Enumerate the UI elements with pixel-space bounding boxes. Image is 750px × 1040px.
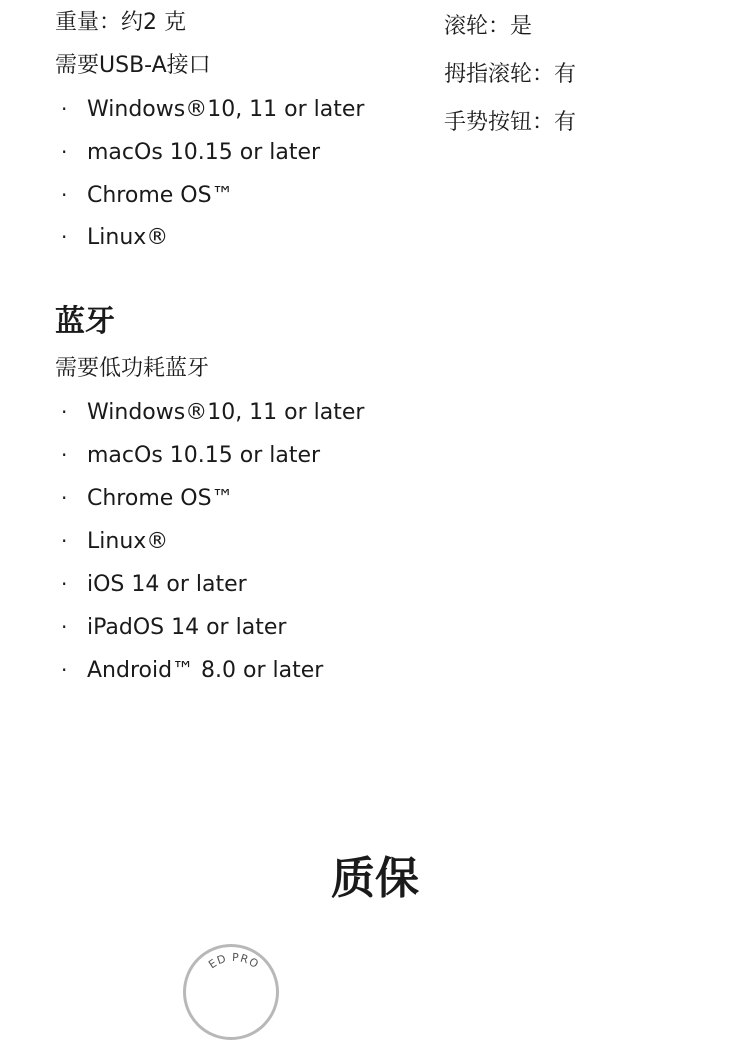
warranty-seal-icon (183, 944, 279, 1040)
bullet-icon: · (61, 572, 68, 596)
usb-os-item: · Linux® (55, 222, 168, 253)
bullet-icon: · (61, 97, 68, 121)
bluetooth-os-item: · Android™ 8.0 or later (55, 655, 323, 686)
bluetooth-os-item: · Chrome OS™ (55, 483, 234, 514)
bluetooth-os-item: · Windows®10, 11 or later (55, 397, 364, 428)
usb-requirement: 需要USB-A接口 (55, 53, 211, 78)
usb-os-item: · Windows®10, 11 or later (55, 94, 364, 125)
bullet-icon: · (61, 658, 68, 682)
weight-spec: 重量：约2 克 (55, 10, 186, 35)
bluetooth-title: 蓝牙 (55, 304, 115, 339)
usb-os-item: · Chrome OS™ (55, 180, 234, 211)
bullet-icon: · (61, 140, 68, 164)
thumb-wheel-spec: 拇指滚轮：有 (444, 62, 577, 87)
seal-text: ED PRO (206, 950, 262, 972)
gesture-button-spec: 手势按钮：有 (444, 110, 577, 135)
seal-graphic (186, 947, 279, 1040)
scroll-wheel-spec: 滚轮：是 (444, 14, 533, 39)
svg-text:ED PRO (206, 951, 261, 972)
bullet-icon: · (61, 615, 68, 639)
bullet-icon: · (61, 400, 68, 424)
bullet-icon: · (61, 225, 68, 249)
warranty-title: 质保 (331, 853, 419, 904)
bluetooth-requirement: 需要低功耗蓝牙 (55, 356, 210, 381)
bluetooth-os-item: · Linux® (55, 526, 168, 557)
bullet-icon: · (61, 529, 68, 553)
usb-os-item: · macOs 10.15 or later (55, 137, 320, 168)
bullet-icon: · (61, 486, 68, 510)
bluetooth-os-item: · iOS 14 or later (55, 569, 247, 600)
bluetooth-os-item: · macOs 10.15 or later (55, 440, 320, 471)
bullet-icon: · (61, 183, 68, 207)
bullet-icon: · (61, 443, 68, 467)
bluetooth-os-item: · iPadOS 14 or later (55, 612, 286, 643)
